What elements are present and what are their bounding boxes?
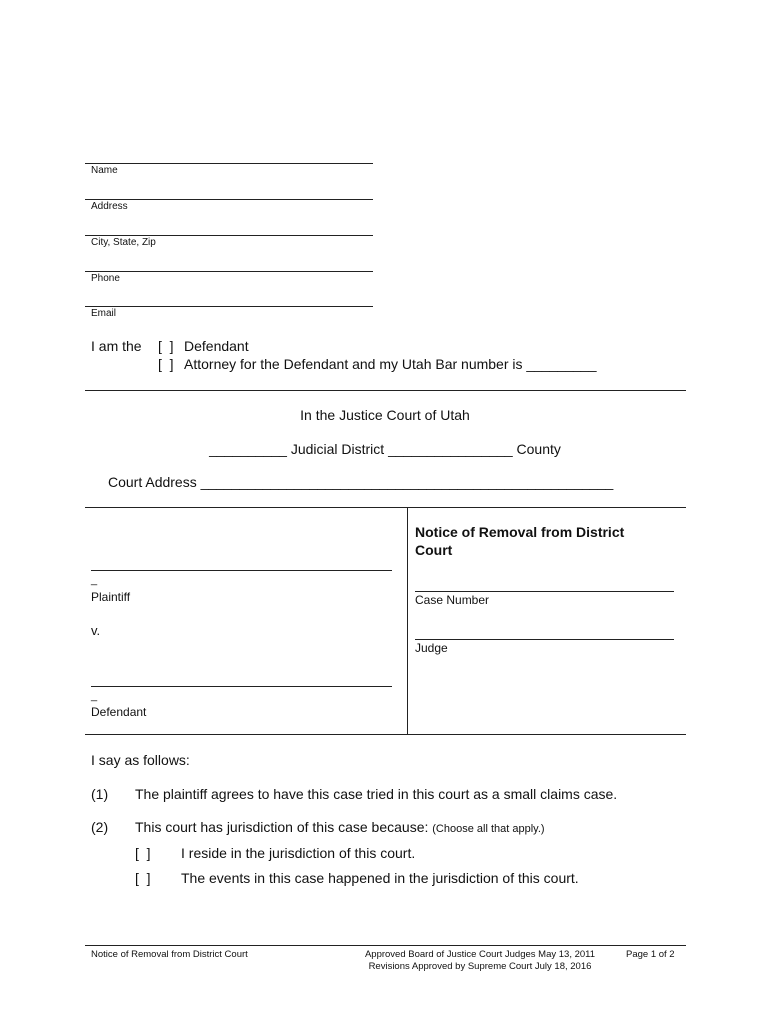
i-am-the-label: I am the <box>91 338 142 354</box>
footer-center-line2: Revisions Approved by Supreme Court July 18, 2016 <box>368 961 592 972</box>
option2-text: The events in this case happened in the jurisdiction of this court. <box>181 870 579 886</box>
footer-left: Notice of Removal from District Court <box>91 949 248 960</box>
name-line <box>85 163 373 164</box>
address-label: Address <box>91 201 128 212</box>
intro-text: I say as follows: <box>91 752 190 768</box>
document-title: Notice of Removal from District Court <box>415 524 625 558</box>
judge-label: Judge <box>415 641 448 655</box>
section-divider-top <box>85 390 686 391</box>
attorney-option-label: Attorney for the Defendant and my Utah Bar number is _________ <box>184 356 597 372</box>
phone-label: Phone <box>91 273 120 284</box>
footer-page-number: Page 1 of 2 <box>626 949 675 960</box>
phone-line <box>85 271 373 272</box>
attorney-checkbox[interactable]: [ ] <box>158 356 174 372</box>
court-title: In the Justice Court of Utah <box>300 407 470 423</box>
case-number-line[interactable] <box>415 591 674 592</box>
defendant-underscore: _ <box>91 690 98 702</box>
city-state-zip-label: City, State, Zip <box>91 237 156 248</box>
caption-bottom-border <box>85 734 686 735</box>
option1-checkbox[interactable]: [ ] <box>135 845 151 861</box>
item1-text: The plaintiff agrees to have this case tried in this court as a small claims case. <box>135 786 618 802</box>
option2-checkbox[interactable]: [ ] <box>135 870 151 886</box>
address-line <box>85 199 373 200</box>
footer-center-line1: Approved Board of Justice Court Judges May 13, 2011 <box>364 949 596 960</box>
item2-note: (Choose all that apply.) <box>432 823 545 835</box>
court-address-line[interactable]: Court Address _____________________________________________________ <box>108 474 614 490</box>
item2-text <box>135 819 545 835</box>
caption-top-border <box>85 507 686 508</box>
defendant-name-line[interactable] <box>91 686 392 687</box>
item2-number: (2) <box>91 819 109 835</box>
city-state-zip-line <box>85 235 373 236</box>
case-number-label: Case Number <box>415 593 490 607</box>
plaintiff-underscore: _ <box>91 574 98 586</box>
plaintiff-name-line[interactable] <box>91 570 392 571</box>
footer-divider <box>85 945 686 946</box>
court-district-line[interactable]: __________ Judicial District ________________ County <box>209 441 561 457</box>
defendant-option-label: Defendant <box>184 338 249 354</box>
judge-line[interactable] <box>415 639 674 640</box>
item2-main-text: This court has jurisdiction of this case because: <box>135 819 429 835</box>
caption-divider <box>407 507 408 734</box>
item1-number: (1) <box>91 786 109 802</box>
email-label: Email <box>91 308 117 319</box>
plaintiff-label: Plaintiff <box>91 590 131 604</box>
defendant-label: Defendant <box>91 705 147 719</box>
option1-text: I reside in the jurisdiction of this court. <box>181 845 416 861</box>
defendant-checkbox[interactable]: [ ] <box>158 338 174 354</box>
versus-label: v. <box>91 623 101 638</box>
name-label: Name <box>91 165 118 176</box>
email-line <box>85 306 373 307</box>
